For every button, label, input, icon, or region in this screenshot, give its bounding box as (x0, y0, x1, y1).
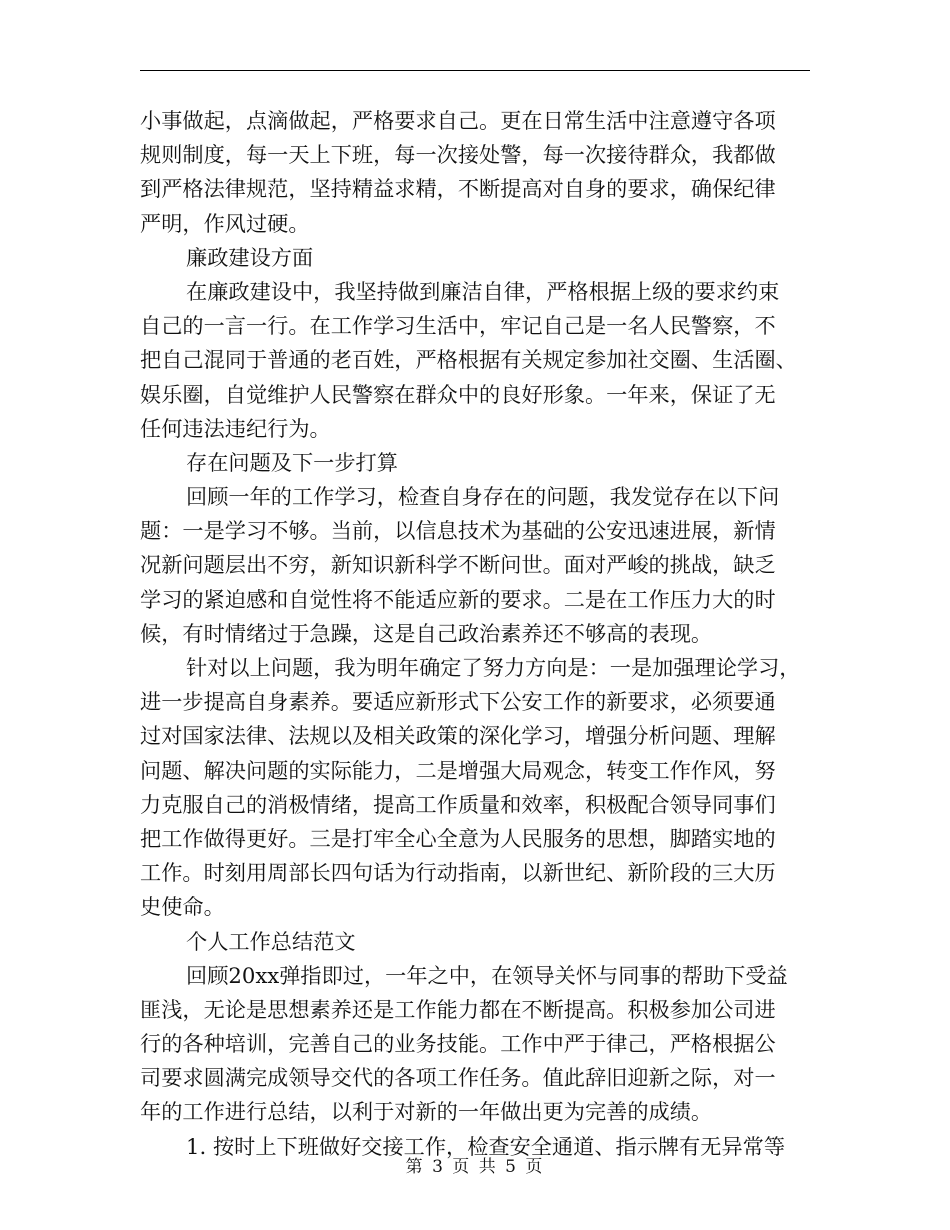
text-line: 小事做起，点滴做起，严格要求自己。更在日常生活中注意遵守各项 (140, 108, 776, 133)
text-line: 年的工作进行总结，以利于对新的一年做出更为完善的成绩。 (140, 1099, 713, 1125)
text-line: 过对国家法律、法规以及相关政策的深化学习，增强分析问题、理解 (140, 723, 776, 749)
text-line: 任何违法违纪行为。 (140, 415, 331, 441)
header-rule (140, 70, 810, 71)
text-line: 到严格法律规范，坚持精益求精，不断提高对自身的要求，确保纪律 (140, 176, 776, 202)
text-line: 自己的一言一行。在工作学习生活中，牢记自己是一名人民警察，不 (140, 313, 776, 339)
text-line: 廉政建设方面 (186, 244, 314, 270)
text-line: 针对以上问题，我为明年确定了努力方向是：一是加强理论学习， (186, 655, 801, 680)
text-line: 匪浅，无论是思想素养还是工作能力都在不断提高。积极参加公司进 (140, 996, 776, 1022)
text-line: 行的各种培训，完善自己的业务技能。工作中严于律己，严格根据公 (140, 1031, 776, 1057)
text-line: 力克服自己的消极情绪，提高工作质量和效率，积极配合领导同事们 (140, 791, 776, 817)
text-line: 司要求圆满完成领导交代的各项工作任务。值此辞旧迎新之际，对一 (140, 1065, 776, 1091)
text-line: 进一步提高自身素养。要适应新形式下公安工作的新要求，必须要通 (140, 689, 776, 715)
text-line: 回顾一年的工作学习，检查自身存在的问题，我发觉存在以下问 (186, 484, 780, 510)
text-line: 1. 按时上下班做好交接工作，检查安全通道、指示牌有无异常等 (186, 1133, 786, 1159)
body-text (140, 104, 810, 1164)
text-line: 严明，作风过硬。 (140, 210, 310, 236)
text-line: 况新问题层出不穷，新知识新科学不断问世。面对严峻的挑战，缺乏 (140, 552, 776, 578)
page-footer: 第 3 页 共 5 页 (405, 1157, 545, 1177)
text-line: 把工作做得更好。三是打牢全心全意为人民服务的思想，脚踏实地的 (140, 825, 776, 851)
text-line: 问题、解决问题的实际能力，二是增强大局观念，转变工作作风，努 (140, 757, 776, 783)
text-line: 存在问题及下一步打算 (186, 449, 398, 475)
text-line: 候，有时情绪过于急躁，这是自己政治素养还不够高的表现。 (140, 620, 713, 646)
text-line: 学习的紧迫感和自觉性将不能适应新的要求。二是在工作压力大的时 (140, 586, 776, 612)
text-line: 个人工作总结范文 (186, 928, 356, 954)
text-line: 娱乐圈，自觉维护人民警察在群众中的良好形象。一年来，保证了无 (140, 381, 776, 407)
text-line: 在廉政建设中，我坚持做到廉洁自律，严格根据上级的要求约束 (186, 278, 780, 304)
text-line: 把自己混同于普通的老百姓，严格根据有关规定参加社交圈、生活圈、 (140, 347, 797, 373)
text-line: 规则制度，每一天上下班，每一次接处警，每一次接待群众，我都做 (140, 142, 776, 168)
text-line: 工作。时刻用周部长四句话为行动指南，以新世纪、新阶段的三大历 (140, 860, 776, 886)
text-line: 题：一是学习不够。当前，以信息技术为基础的公安迅速进展，新情 (140, 518, 776, 544)
text-line: 史使命。 (140, 894, 225, 920)
text-line: 回顾20xx弹指即过，一年之中，在领导关怀与同事的帮助下受益 (186, 962, 788, 988)
